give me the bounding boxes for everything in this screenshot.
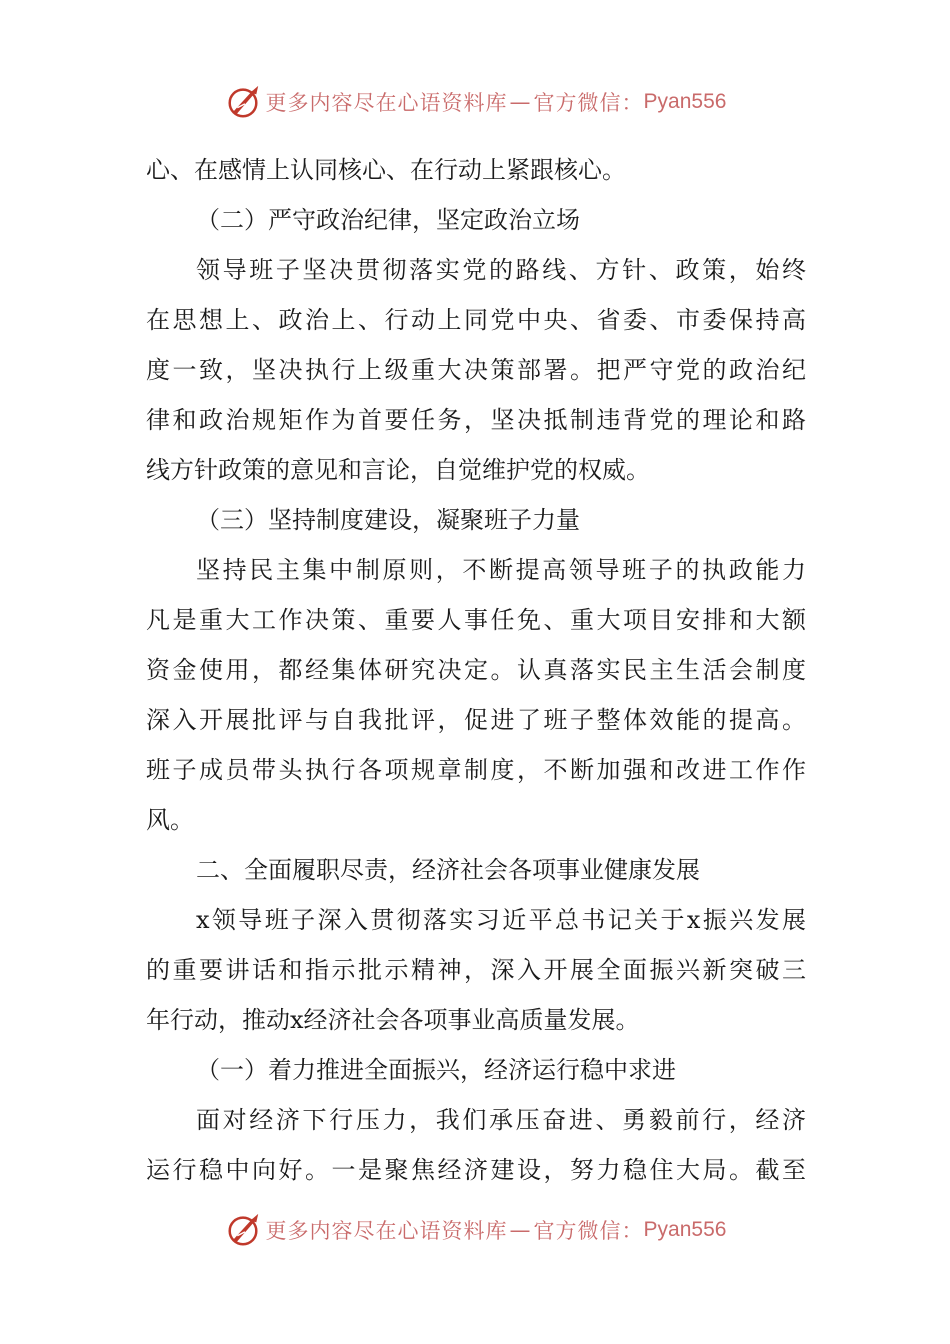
quill-circle-icon — [224, 1211, 262, 1249]
watermark-brand: 更多内容尽在心语资料库 — [265, 91, 508, 115]
footer-watermark — [0, 1210, 950, 1250]
text-line: 面对经济下行压力，我们承压奋进、勇毅前行，经济 — [196, 1106, 806, 1134]
watermark-brand: 更多内容尽在心语资料库 — [265, 1219, 508, 1243]
text-line: 的重要讲话和指示批示精神，深入开展全面振兴新突破三 — [146, 956, 806, 984]
text-line: 坚持民主集中制原则，不断提高领导班子的执政能力 — [196, 556, 806, 584]
text-line: 领导班子坚决贯彻落实党的路线、方针、政策，始终 — [196, 256, 806, 284]
header-watermark — [0, 82, 950, 122]
quill-circle-icon — [224, 83, 262, 121]
watermark-separator: — — [509, 1218, 532, 1242]
text-line: 运行稳中向好。一是聚焦经济建设，努力稳住大局。截至 — [146, 1156, 806, 1184]
watermark-separator: — — [509, 90, 532, 114]
text-line: 在思想上、政治上、行动上同党中央、省委、市委保持高 — [146, 306, 806, 334]
watermark-label: 官方微信： — [533, 91, 644, 115]
text-line: 班子成员带头执行各项规章制度，不断加强和改进工作作 — [146, 756, 806, 784]
watermark-label: 官方微信： — [533, 1219, 644, 1243]
watermark-wechat-id: Pyan556 — [643, 1218, 727, 1241]
text-line: 心、在感情上认同核心、在行动上紧跟核心。 — [146, 156, 626, 184]
text-line: 凡是重大工作决策、重要人事任免、重大项目安排和大额 — [146, 606, 806, 634]
document-body — [146, 145, 806, 1195]
text-line: 度一致，坚决执行上级重大决策部署。把严守党的政治纪 — [146, 356, 806, 384]
section-heading: （一）着力推进全面振兴，经济运行稳中求进 — [196, 1056, 676, 1084]
text-line: 资金使用，都经集体研究决定。认真落实民主生活会制度 — [146, 656, 806, 684]
text-line: 深入开展批评与自我批评，促进了班子整体效能的提高。 — [146, 706, 806, 734]
text-line: 线方针政策的意见和言论，自觉维护党的权威。 — [146, 456, 650, 484]
section-heading: （三）坚持制度建设，凝聚班子力量 — [196, 506, 580, 534]
chapter-heading: 二、全面履职尽责，经济社会各项事业健康发展 — [196, 856, 700, 884]
watermark-wechat-id: Pyan556 — [643, 90, 727, 113]
text-line: 年行动，推动x经济社会各项事业高质量发展。 — [146, 1006, 640, 1034]
text-line: 律和政治规矩作为首要任务，坚决抵制违背党的理论和路 — [146, 406, 806, 434]
text-line: 风。 — [146, 806, 194, 834]
section-heading: （二）严守政治纪律，坚定政治立场 — [196, 206, 580, 234]
text-line: x领导班子深入贯彻落实习近平总书记关于x振兴发展 — [196, 906, 806, 934]
